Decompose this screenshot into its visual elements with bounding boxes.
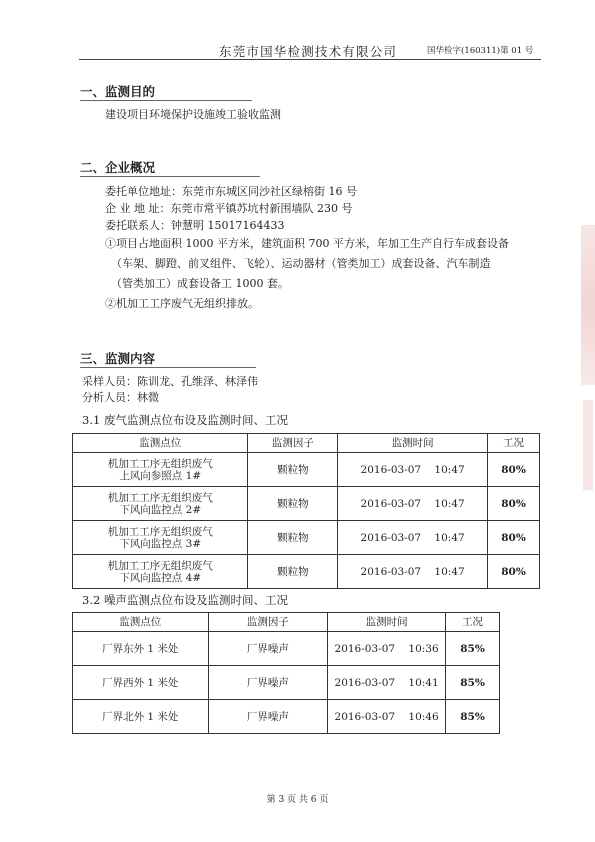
location-cell: 厂界西外 1 米处 [73,666,209,700]
company-name: 东莞市国华检测技术有限公司 [219,44,398,59]
location-line1: 机加工工序无组织废气 [107,457,213,470]
location-line1: 机加工工序无组织废气 [107,525,213,538]
samplers: 采样人员：陈训龙、孔维泽、林泽伟 [82,375,258,388]
condition-cell: 85% [446,700,500,734]
report-number: 国华检字(160311)第 01 号 [427,46,534,56]
factor-cell: 颗粒物 [248,453,338,487]
time-cell: 2016-03-07 10:47 [338,521,488,555]
section1-body: 建设项目环境保护设施竣工验收监测 [105,108,281,121]
col-header-time: 监测时间 [338,434,488,453]
factor-cell: 颗粒物 [248,555,338,589]
col-header-time: 监测时间 [328,613,446,632]
condition-cell: 85% [446,666,500,700]
location-line2: 上风向参照点 1# [119,469,202,482]
location-line1: 机加工工序无组织废气 [107,559,213,572]
section3-underline [80,367,256,368]
time-cell: 2016-03-07 10:47 [338,555,488,589]
location-cell [73,555,248,589]
col-header-location: 监测点位 [73,613,209,632]
time-cell: 2016-03-07 10:47 [338,487,488,521]
analysts: 分析人员：林微 [82,391,159,404]
time-cell: 2016-03-07 10:47 [338,453,488,487]
project-item1-line3: （管类加工）成套设备工 1000 套。 [111,277,289,290]
col-header-condition: 工况 [488,434,540,453]
location-cell [73,487,248,521]
enterprise-address: 企 业 地 址：东莞市常平镇苏坑村新围墙队 230 号 [105,202,353,215]
seal-stamp-fragment [581,225,595,385]
table2-caption: 3.2 噪声监测点位布设及监测时间、工况 [82,593,288,607]
location-cell [73,521,248,555]
table1-caption: 3.1 废气监测点位布设及监测时间、工况 [82,413,288,427]
section1-title: 一、监测目的 [80,84,156,99]
factor-cell: 厂界噪声 [208,632,328,666]
table-header-row [73,434,540,453]
project-item1-line2: （车架、脚蹬、前叉组件、飞轮）、运动器材（管类加工）成套设备、汽车制造 [111,257,491,270]
condition-cell: 80% [488,521,540,555]
table-row [73,555,540,589]
table-row [73,666,500,700]
table-row [73,632,500,666]
time-cell: 2016-03-07 10:46 [328,700,446,734]
col-header-factor: 监测因子 [208,613,328,632]
factor-cell: 颗粒物 [248,487,338,521]
section1-underline [80,100,252,101]
table-row [73,700,500,734]
section3-title: 三、监测内容 [80,351,156,366]
location-cell: 厂界东外 1 米处 [73,632,209,666]
col-header-location: 监测点位 [73,434,248,453]
condition-cell: 85% [446,632,500,666]
time-cell: 2016-03-07 10:36 [328,632,446,666]
condition-cell: 80% [488,487,540,521]
factor-cell: 厂界噪声 [208,666,328,700]
project-item2: ②机加工工序废气无组织排放。 [105,297,259,310]
condition-cell: 80% [488,555,540,589]
factor-cell: 颗粒物 [248,521,338,555]
location-line2: 下风向监控点 4# [119,571,202,584]
table-row [73,487,540,521]
location-line1: 机加工工序无组织废气 [107,491,213,504]
noise-monitoring-table [72,612,500,734]
table-header-row [73,613,500,632]
col-header-factor: 监测因子 [248,434,338,453]
factor-cell: 厂界噪声 [208,700,328,734]
location-line2: 下风向监控点 3# [119,537,202,550]
exhaust-monitoring-table [72,433,540,589]
seal-stamp-fragment [583,400,593,490]
table-row [73,521,540,555]
condition-cell: 80% [488,453,540,487]
client-address: 委托单位地址：东莞市东城区同沙社区绿榕街 16 号 [105,185,357,198]
time-cell: 2016-03-07 10:41 [328,666,446,700]
section2-title: 二、企业概况 [80,160,156,175]
location-cell [73,453,248,487]
page-number: 第 3 页 共 6 页 [266,795,329,805]
table-row [73,453,540,487]
location-line2: 下风向监控点 2# [119,503,202,516]
col-header-condition: 工况 [446,613,500,632]
header-divider [79,59,541,60]
location-cell: 厂界北外 1 米处 [73,700,209,734]
section2-underline [80,176,260,177]
contact: 委托联系人：钟慧明 15017164433 [105,219,285,232]
project-item1-line1: ①项目占地面积 1000 平方米，建筑面积 700 平方米，年加工生产自行车成套设备 [105,237,509,250]
